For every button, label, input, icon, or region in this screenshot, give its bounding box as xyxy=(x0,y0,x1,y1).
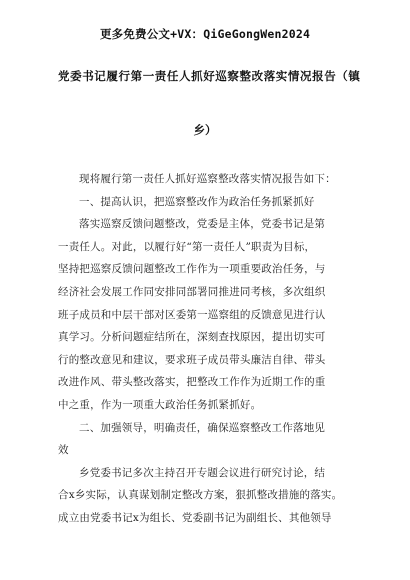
body-line: 一责任人。对此，以履行好“第一责任人”职责为目标， xyxy=(58,240,316,253)
document-body xyxy=(58,168,362,530)
body-line: 乡党委书记多次主持召开专题会议进行研究讨论，结 xyxy=(79,466,326,479)
section-heading-continuation: 效 xyxy=(58,444,69,457)
body-line: 落实巡察反馈问题整改，党委是主体，党委书记是第 xyxy=(79,218,326,231)
body-line: 合x乡实际，认真谋划制定整改方案，狠抓整改措施的落实。 xyxy=(58,489,343,502)
body-line: 成立由党委书记x为组长、党委副书记为副组长、其他领导 xyxy=(58,511,332,524)
body-line: 行的整改意见和建议，要求班子成员带头廉洁自律、带头 xyxy=(58,353,326,366)
body-line: 改进作风、带头整改落实，把整改工作作为近期工作的重 xyxy=(58,376,326,389)
promo-header: 更多免费公文+VX：QiGeGongWen2024 xyxy=(99,27,311,41)
section-heading: 一、提高认识，把巡察整改作为政治任务抓紧抓好 xyxy=(79,195,315,208)
body-line: 班子成员和中层干部对区委第一巡察组的反馈意见进行认 xyxy=(58,308,326,321)
body-line: 真学习。分析问题症结所在，深刻查找原因，提出切实可 xyxy=(58,331,326,344)
document-title: 党委书记履行第一责任人抓好巡察整改落实情况报告（镇 xyxy=(58,69,361,83)
body-line: 坚持把巡察反馈问题整改工作作为一项重要政治任务，与 xyxy=(58,263,326,276)
bottom-fade xyxy=(0,540,410,580)
section-heading: 二、加强领导，明确责任，确保巡察整改工作落地见 xyxy=(79,421,326,434)
body-line: 中之重，作为一项重大政治任务抓紧抓好。 xyxy=(58,398,262,411)
body-line: 现将履行第一责任人抓好巡察整改落实情况报告如下： xyxy=(79,173,336,185)
document-title-continuation: 乡） xyxy=(193,123,217,137)
body-line: 经济社会发展工作同安排同部署同推进同考核，多次组织 xyxy=(58,285,326,298)
